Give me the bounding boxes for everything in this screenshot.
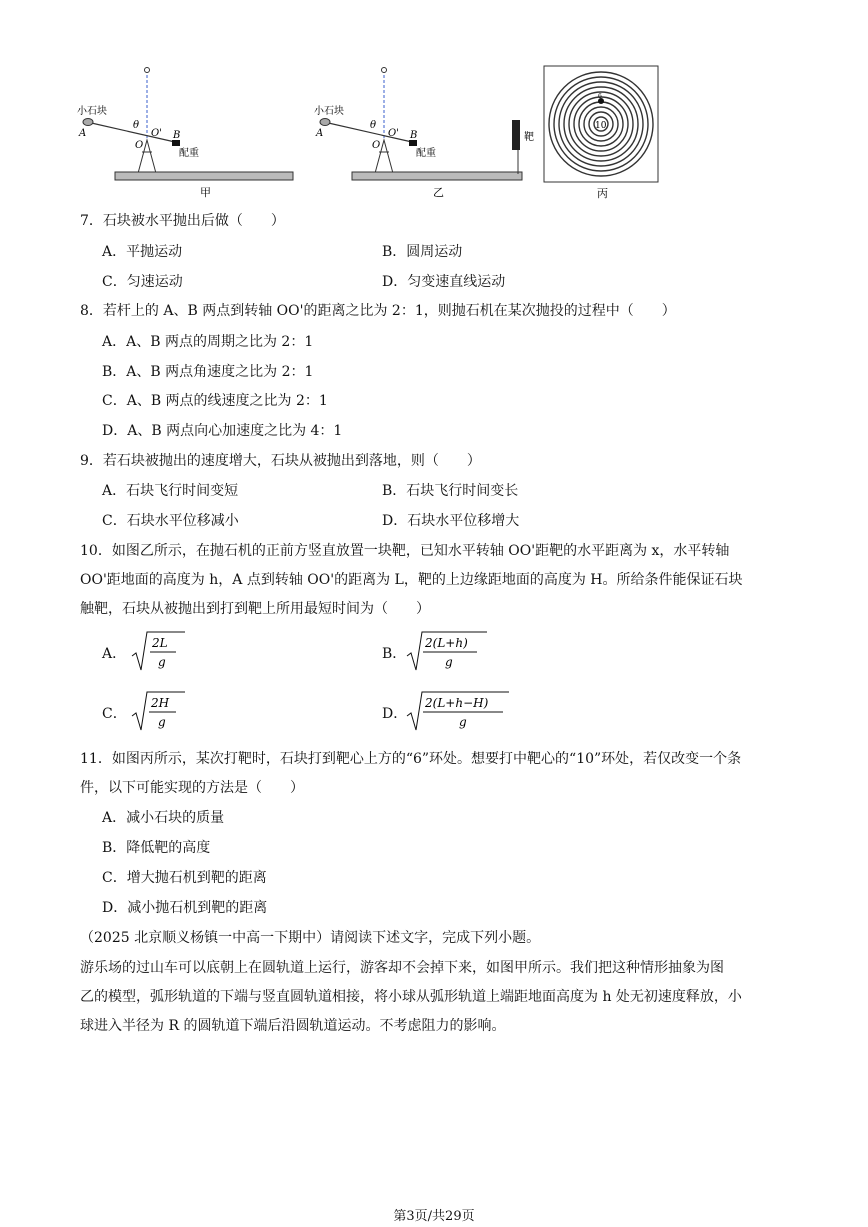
svg-text:靶: 靶 <box>524 132 534 143</box>
q10-option-c-formula <box>130 688 190 734</box>
svg-text:O': O' <box>388 128 399 139</box>
q11-option-c: C．增大抛石机到靶的距离 <box>102 870 267 886</box>
svg-text:甲: 甲 <box>200 186 211 199</box>
svg-text:g: g <box>158 655 166 669</box>
q10-option-b-formula <box>405 628 495 674</box>
passage-source: （2025 北京顺义杨镇一中高一下期中）请阅读下述文字，完成下列小题。 <box>80 930 541 946</box>
svg-text:g: g <box>459 715 467 729</box>
passage-line1: 游乐场的过山车可以底朝上在圆轨道上运行，游客却不会掉下来，如图甲所示。我们把这种情形抽象为图 <box>80 960 724 976</box>
q8-option-c: C．A、B 两点的线速度之比为 2：1 <box>102 393 328 409</box>
svg-text:B: B <box>173 130 181 141</box>
q10-option-c-label: C． <box>102 706 127 722</box>
svg-text:2(L+h): 2(L+h) <box>425 636 468 650</box>
q7-option-c: C．匀速运动 <box>102 274 183 290</box>
q9-option-d: D．石块水平位移增大 <box>382 513 520 529</box>
q8-option-a: A．A、B 两点的周期之比为 2：1 <box>102 334 314 350</box>
q11-line1: 11．如图丙所示，某次打靶时，石块打到靶心上方的“6”环处。想要打中靶心的“10”环处，若仅改变一个条 <box>80 751 742 767</box>
svg-text:O: O <box>135 140 144 151</box>
svg-text:g: g <box>158 715 166 729</box>
q7-stem: 7．石块被水平抛出后做（ ） <box>80 213 285 229</box>
q9-option-b: B．石块飞行时间变长 <box>382 483 519 499</box>
figure-yi <box>308 62 538 202</box>
q10-option-d-label: D． <box>382 706 408 722</box>
svg-text:2H: 2H <box>151 696 170 710</box>
svg-text:θ: θ <box>133 120 140 131</box>
svg-text:θ: θ <box>370 120 377 131</box>
q8-option-b: B．A、B 两点角速度之比为 2：1 <box>102 364 314 380</box>
block-label: 小石块 <box>77 106 107 117</box>
svg-text:丙: 丙 <box>597 187 608 200</box>
q9-option-c: C．石块水平位移减小 <box>102 513 239 529</box>
q8-option-d: D．A、B 两点向心加速度之比为 4：1 <box>102 423 343 439</box>
q11-option-a: A．减小石块的质量 <box>102 810 225 826</box>
q7-option-b: B．圆周运动 <box>382 244 463 260</box>
q10-option-a-formula <box>130 628 190 674</box>
q7-option-d: D．匀变速直线运动 <box>382 274 506 290</box>
svg-text:6: 6 <box>598 93 602 100</box>
q11-option-d: D．减小抛石机到靶的距离 <box>102 900 268 916</box>
q10-option-d-formula <box>405 688 515 734</box>
q10-option-a-label: A． <box>102 646 127 662</box>
svg-text:10: 10 <box>595 121 607 131</box>
passage-line3: 球进入半径为 R 的圆轨道下端后沿圆轨道运动。不考虑阻力的影响。 <box>80 1018 506 1034</box>
q10-line3: 触靶，石块从被抛出到打到靶上所用最短时间为（ ） <box>80 601 430 617</box>
q7-option-a: A．平抛运动 <box>102 244 183 260</box>
svg-text:配重: 配重 <box>179 148 199 159</box>
svg-text:O': O' <box>151 128 162 139</box>
svg-text:A: A <box>79 128 87 139</box>
svg-text:小石块: 小石块 <box>314 106 344 117</box>
q11-option-b: B．降低靶的高度 <box>102 840 211 856</box>
passage-line2: 乙的模型，弧形轨道的下端与竖直圆轨道相接，将小球从弧形轨道上端距地面高度为 h 处无初速度释放，小 <box>80 989 742 1005</box>
q9-stem: 9．若石块被抛出的速度增大，石块从被抛出到落地，则（ ） <box>80 453 481 469</box>
q11-line2: 件，以下可能实现的方法是（ ） <box>80 780 304 796</box>
svg-text:配重: 配重 <box>416 148 436 159</box>
svg-text:A: A <box>316 128 324 139</box>
svg-text:2(L+h−H): 2(L+h−H) <box>425 696 489 710</box>
svg-text:2L: 2L <box>152 636 168 650</box>
q9-option-a: A．石块飞行时间变短 <box>102 483 239 499</box>
svg-text:B: B <box>410 130 418 141</box>
page-footer: 第3页/共29页 <box>393 1209 475 1224</box>
q10-option-b-label: B． <box>382 646 407 662</box>
svg-text:O: O <box>372 140 381 151</box>
figure-jia <box>75 62 305 202</box>
q8-stem: 8．若杆上的 A、B 两点到转轴 OO'的距离之比为 2：1，则抛石机在某次抛投的过程中（ ） <box>80 303 676 319</box>
q10-line1: 10．如图乙所示，在抛石机的正前方竖直放置一块靶，已知水平转轴 OO'距靶的水平距离为 x，水平转轴 <box>80 543 730 559</box>
svg-text:乙: 乙 <box>433 186 444 199</box>
q10-line2: OO'距地面的高度为 h，A 点到转轴 OO'的距离为 L，靶的上边缘距地面的高度为 H。所给条件能保证石块 <box>80 572 743 588</box>
svg-text:g: g <box>445 655 453 669</box>
figure-bing <box>542 64 662 202</box>
